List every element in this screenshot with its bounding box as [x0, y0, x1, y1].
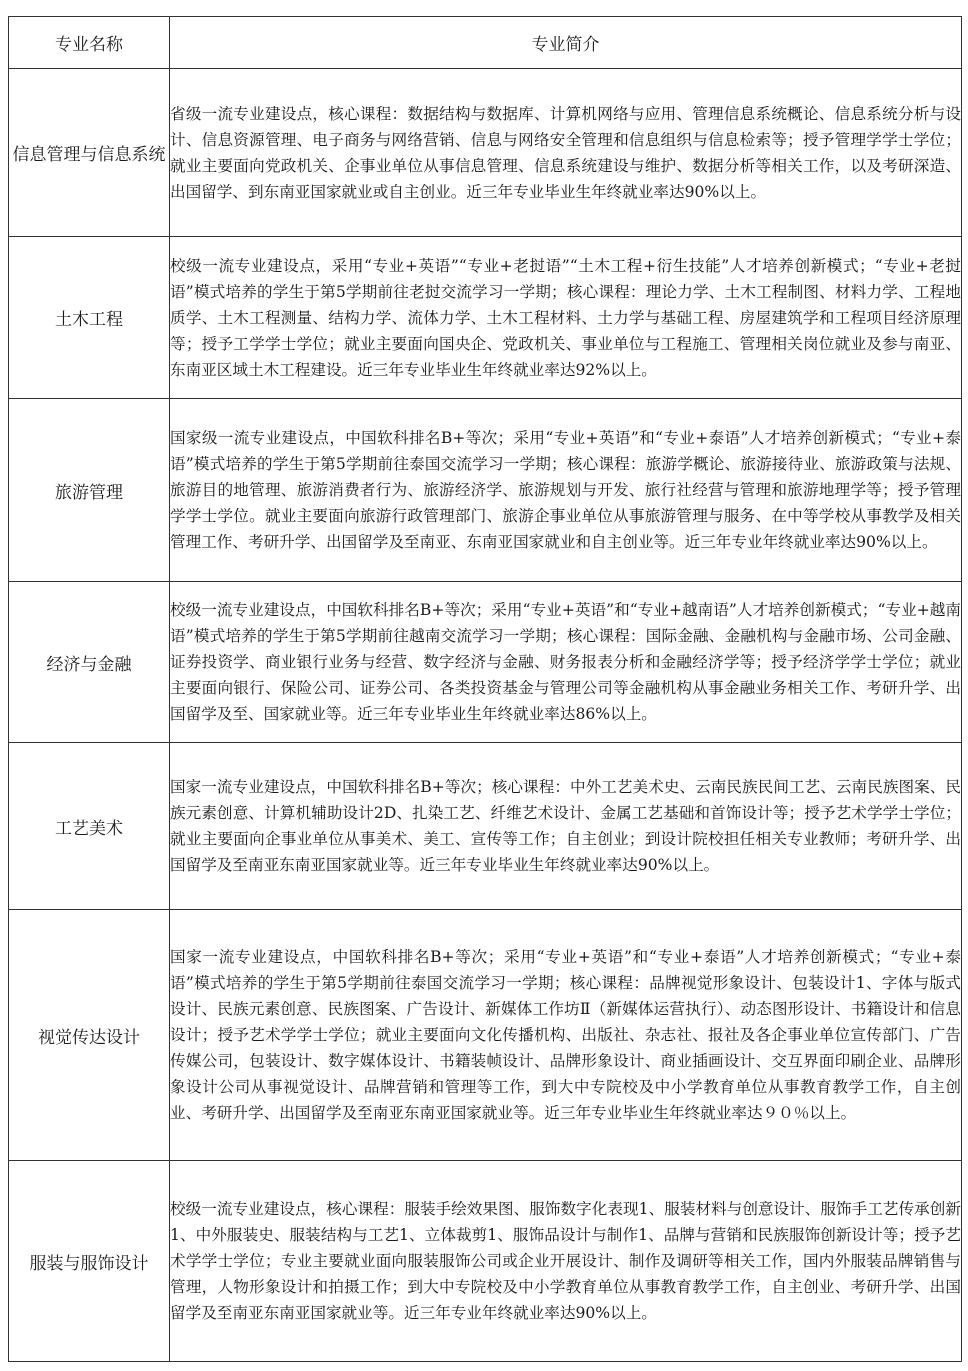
major-name-cell: 服装与服饰设计	[9, 1161, 170, 1362]
major-name-cell: 信息管理与信息系统	[9, 69, 170, 237]
header-major-name: 专业名称	[9, 17, 170, 69]
major-intro-cell: 国家级一流专业建设点，中国软科排名B+等次；采用“专业+英语”和“专业+泰语”人才培养创新模式；“专业+泰语”模式培养的学生于第5学期前往泰国交流学习一学期；核心课程：旅游学概论、旅游接待业、旅游政策与法规、旅游目的地管理、旅游消费者行为、旅游经济学、旅游规划与开发、旅行社经营与管理和旅游地理学等；授予管理学学士学位。就业主要面向旅游行政管理部门、旅游企事业单位从事旅游管理与服务、在中等学校从事教学及相关管理工作、考研升学、出国留学及至南亚、东南亚国家就业和自主创业等。近三年专业年终就业率达90%以上。	[170, 399, 962, 582]
major-name-cell: 工艺美术	[9, 743, 170, 910]
majors-table	[8, 16, 962, 1362]
table-row	[9, 910, 962, 1161]
major-intro-cell: 校级一流专业建设点，中国软科排名B+等次；采用“专业+英语”和“专业+越南语”人才培养创新模式；“专业+越南语”模式培养的学生于第5学期前往越南交流学习一学期；核心课程：国际金融、金融机构与金融市场、公司金融、证券投资学、商业银行业务与经营、数字经济与金融、财务报表分析和金融经济学等；授予经济学学士学位；就业主要面向银行、保险公司、证券公司、各类投资基金与管理公司等金融机构从事金融业务相关工作、考研升学、出国留学及至、国家就业等。近三年专业毕业生年终就业率达86%以上。	[170, 582, 962, 743]
major-name-cell: 视觉传达设计	[9, 910, 170, 1161]
header-major-intro: 专业简介	[170, 17, 962, 69]
table-row	[9, 582, 962, 743]
major-intro-cell: 国家一流专业建设点，中国软科排名B+等次；采用“专业+英语”和“专业+泰语”人才培养创新模式；“专业+泰语”模式培养的学生于第5学期前往泰国交流学习一学期；核心课程：品牌视觉形象设计、包装设计1、字体与版式设计、民族元素创意、民族图案、广告设计、新媒体工作坊Ⅱ（新媒体运营执行）、动态图形设计、书籍设计和信息设计；授予艺术学学士学位；就业主要面向文化传播机构、出版社、杂志社、报社及各企事业单位宣传部门、广告传媒公司，包装设计、数字媒体设计、书籍装帧设计、品牌形象设计、商业插画设计、交互界面印刷企业、品牌形象设计公司从事视觉设计、品牌营销和管理等工作，到大中专院校及中小学教育单位从事教育教学工作，自主创业、考研升学、出国留学及至南亚东南亚国家就业等。近三年专业毕业生年终就业率达９０％以上。	[170, 910, 962, 1161]
table-row	[9, 69, 962, 237]
header-row	[9, 17, 962, 69]
table-row	[9, 399, 962, 582]
major-name-cell: 经济与金融	[9, 582, 170, 743]
major-intro-cell: 国家一流专业建设点，中国软科排名B+等次；核心课程：中外工艺美术史、云南民族民间工艺、云南民族图案、民族元素创意、计算机辅助设计2D、扎染工艺、纤维艺术设计、金属工艺基础和首饰设计等；授予艺术学学士学位；就业主要面向企事业单位从事美术、美工、宣传等工作；自主创业；到设计院校担任相关专业教师；考研升学、出国留学及至南亚东南亚国家就业等。近三年专业毕业生年终就业率达90%以上。	[170, 743, 962, 910]
major-intro-cell: 校级一流专业建设点，采用“专业+英语”“专业+老挝语”“土木工程+衍生技能”人才培养创新模式；“专业+老挝语”模式培养的学生于第5学期前往老挝交流学习一学期；核心课程：理论力学、土木工程制图、材料力学、工程地质学、土木工程测量、结构力学、流体力学、土木工程材料、土力学与基础工程、房屋建筑学和工程项目经济原理等；授予工学学士学位；就业主要面向国央企、党政机关、事业单位与工程施工、管理相关岗位就业及参与南亚、东南亚区域土木工程建设。近三年专业毕业生年终就业率达92%以上。	[170, 237, 962, 399]
major-intro-cell: 校级一流专业建设点，核心课程：服装手绘效果图、服饰数字化表现1、服装材料与创意设计、服饰手工艺传承创新1、中外服装史、服装结构与工艺1、立体裁剪1、服饰品设计与制作1、品牌与营销和民族服饰创新设计等；授予艺术学学士学位；专业主要就业面向服装服饰公司或企业开展设计、制作及调研等相关工作，国内外服装品牌销售与管理，人物形象设计和拍摄工作；到大中专院校及中小学教育单位从事教育教学工作，自主创业、考研升学、出国留学及至南亚东南亚国家就业等。近三年专业年终就业率达90%以上。	[170, 1161, 962, 1362]
major-name-cell: 旅游管理	[9, 399, 170, 582]
major-name-cell: 土木工程	[9, 237, 170, 399]
table-row	[9, 743, 962, 910]
table-row	[9, 1161, 962, 1362]
major-intro-cell: 省级一流专业建设点，核心课程：数据结构与数据库、计算机网络与应用、管理信息系统概论、信息系统分析与设计、信息资源管理、电子商务与网络营销、信息与网络安全管理和信息组织与信息检索等；授予管理学学士学位；就业主要面向党政机关、企事业单位从事信息管理、信息系统建设与维护、数据分析等相关工作，以及考研深造、出国留学、到东南亚国家就业或自主创业。近三年专业毕业生年终就业率达90%以上。	[170, 69, 962, 237]
table-row	[9, 237, 962, 399]
